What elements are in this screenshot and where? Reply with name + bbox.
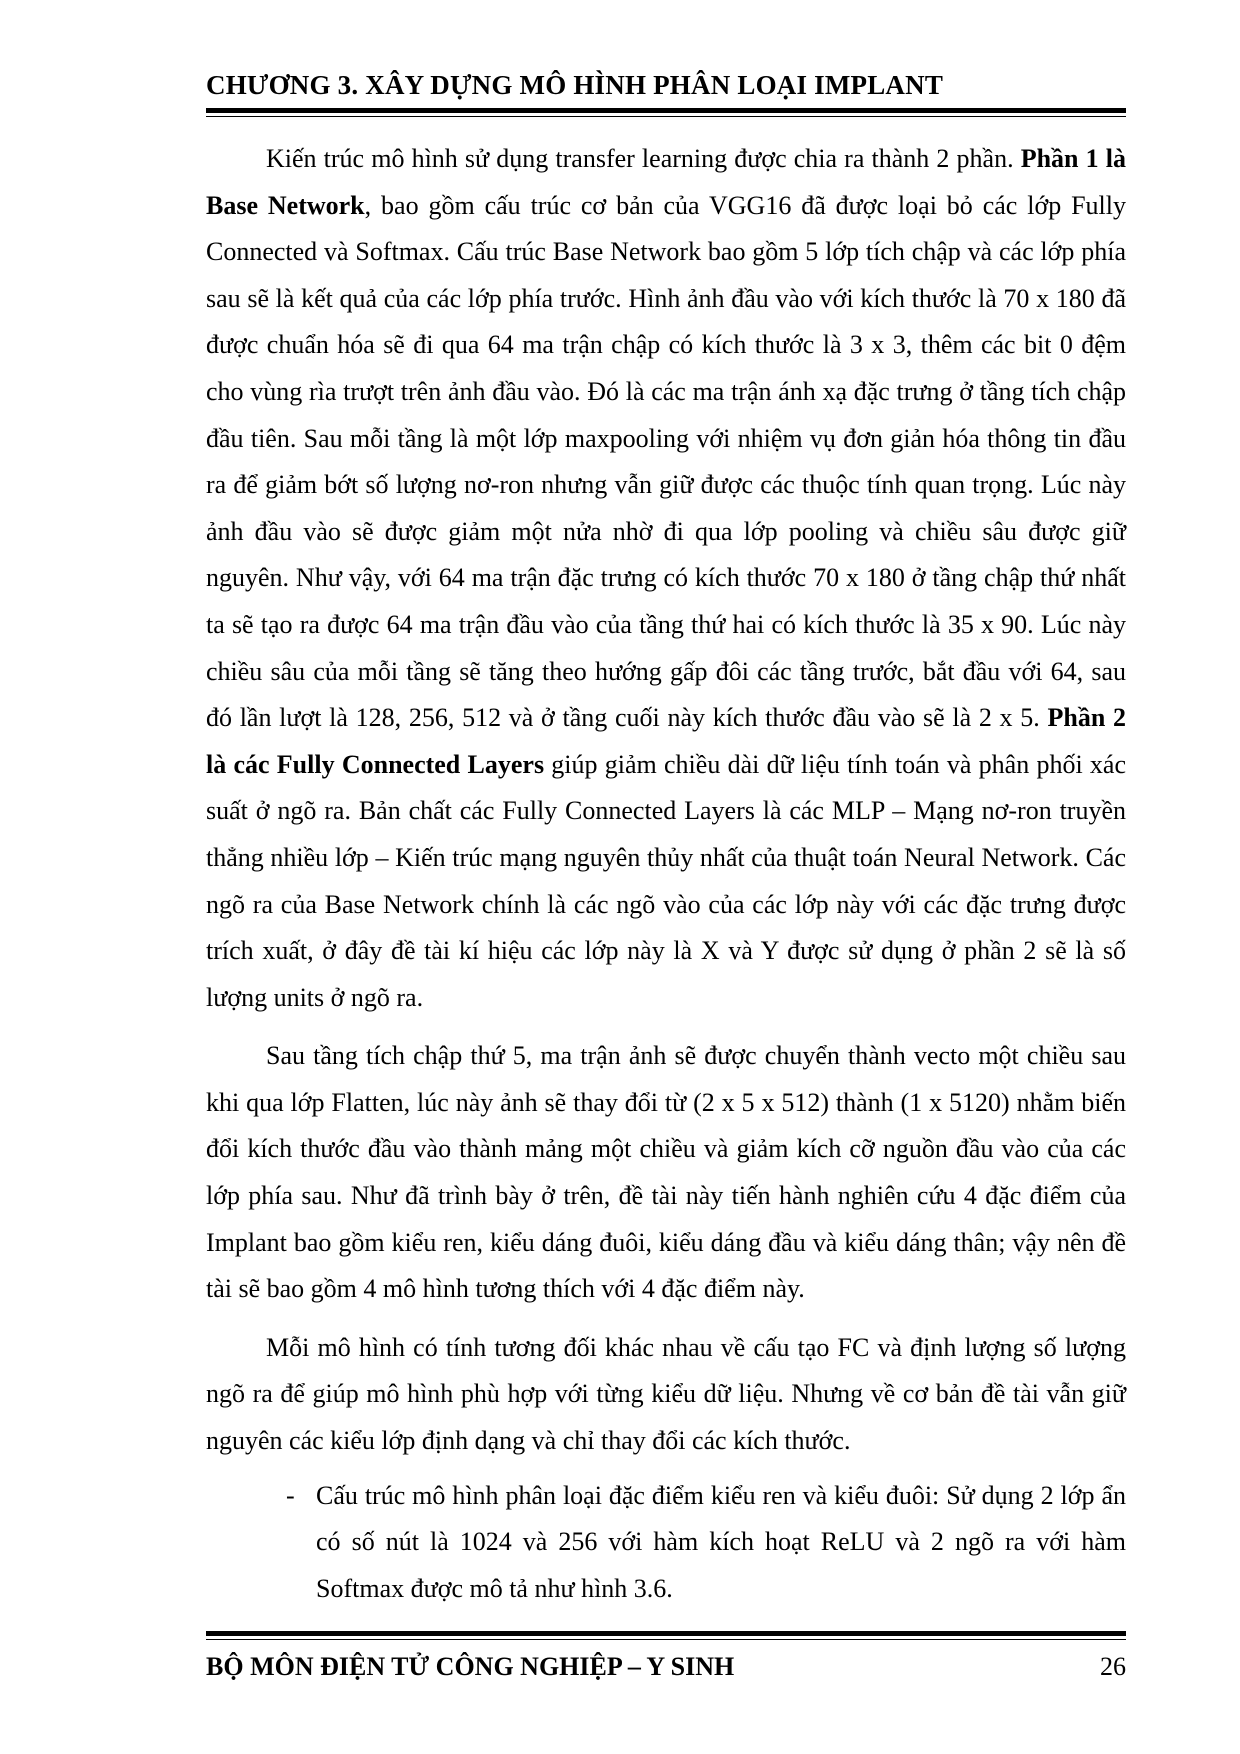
dash-bullet: - xyxy=(286,1480,295,1510)
paragraph-1-text-a: Kiến trúc mô hình sử dụng transfer learning được chia ra thành 2 phần. xyxy=(266,144,1021,173)
footer-department: BỘ MÔN ĐIỆN TỬ CÔNG NGHIỆP – Y SINH xyxy=(206,1652,735,1681)
header-rule-thin xyxy=(206,116,1126,117)
paragraph-1-text-b: , bao gồm cấu trúc cơ bản của VGG16 đã được loại bỏ các lớp Fully Connected và Softmax. Cấu trúc Base Network bao gồm 5 lớp tích chập và các lớp phía sau sẽ là kết quả của các lớp phía trước. Hình ảnh đầu vào với kích thước là 70 x 180 đã được chuẩn hóa sẽ đi qua 64 ma trận chập có kích thước là 3 x 3, thêm các bit 0 đệm cho vùng rìa trượt trên ảnh đầu vào. Đó là các ma trận ánh xạ đặc trưng ở tầng tích chập đầu tiên. Sau mỗi tầng là một lớp maxpooling với nhiệm vụ đơn giản hóa thông tin đầu ra để giảm bớt số lượng nơ-ron nhưng vẫn giữ được các thuộc tính quan trọng. Lúc này ảnh đầu vào sẽ được giảm một nửa nhờ đi qua lớp pooling và chiều sâu được giữ nguyên. Như vậy, với 64 ma trận đặc trưng có kích thước 70 x 180 ở tầng chập thứ nhất ta sẽ tạo ra được 64 ma trận đầu vào của tầng thứ hai có kích thước là 35 x 90. Lúc này chiều sâu của mỗi tầng sẽ tăng theo hướng gấp đôi các tầng trước, bắt đầu với 64, sau đó lần lượt là 128, 256, 512 và ở tầng cuối này kích thước đầu vào sẽ là 2 x 5. xyxy=(206,190,1126,733)
header-rule xyxy=(206,108,1126,113)
paragraph-2: Sau tầng tích chập thứ 5, ma trận ảnh sẽ được chuyển thành vecto một chiều sau khi qua lớp Flatten, lúc này ảnh sẽ thay đổi từ (2 x 5 x 512) thành (1 x 5120) nhằm biến đổi kích thước đầu vào thành mảng một chiều và giảm kích cỡ nguồn đầu vào của các lớp phía sau. Như đã trình bày ở trên, đề tài này tiến hành nghiên cứu 4 đặc điểm của Implant bao gồm kiểu ren, kiểu dáng đuôi, kiểu dáng đầu và kiểu dáng thân; vậy nên đề tài sẽ bao gồm 4 mô hình tương thích với 4 đặc điểm này. xyxy=(206,1041,1126,1304)
footer-rule xyxy=(206,1631,1126,1636)
page-number: 26 xyxy=(1100,1652,1126,1681)
footer-rule-thin xyxy=(206,1639,1126,1640)
paragraph-1-bold-part-2: Phần 2 là các Fully Connected Layers xyxy=(206,703,1126,779)
paragraph-3: Mỗi mô hình có tính tương đối khác nhau về cấu tạo FC và định lượng số lượng ngõ ra để giúp mô hình phù hợp với từng kiểu dữ liệu. Nhưng về cơ bản đề tài vẫn giữ nguyên các kiểu lớp định dạng và chỉ thay đổi các kích thước. xyxy=(206,1332,1126,1456)
paragraph-1 xyxy=(206,136,1126,1021)
chapter-header: CHƯƠNG 3. XÂY DỰNG MÔ HÌNH PHÂN LOẠI IMPLANT xyxy=(206,70,944,100)
bullet-list xyxy=(206,1473,1126,1613)
list-item-text: Cấu trúc mô hình phân loại đặc điểm kiểu ren và kiểu đuôi: Sử dụng 2 lớp ẩn có số nút là 1024 và 256 với hàm kích hoạt ReLU và 2 ngõ ra với hàm Softmax được mô tả như hình 3.6. xyxy=(316,1480,1126,1603)
list-item xyxy=(206,1473,1126,1613)
body-text xyxy=(206,136,1126,1612)
paragraph-1-text-c: giúp giảm chiều dài dữ liệu tính toán và phân phối xác suất ở ngõ ra. Bản chất các Fully Connected Layers là các MLP – Mạng nơ-ron truyền thẳng nhiều lớp – Kiến trúc mạng nguyên thủy nhất của thuật toán Neural Network. Các ngõ ra của Base Network chính là các ngõ vào của các lớp này với các đặc trưng được trích xuất, ở đây đề tài kí hiệu các lớp này là X và Y được sử dụng ở phần 2 sẽ là số lượng units ở ngõ ra. xyxy=(206,749,1126,1012)
paragraph-1-bold-part-1: Phần 1 là Base Network xyxy=(206,144,1127,220)
